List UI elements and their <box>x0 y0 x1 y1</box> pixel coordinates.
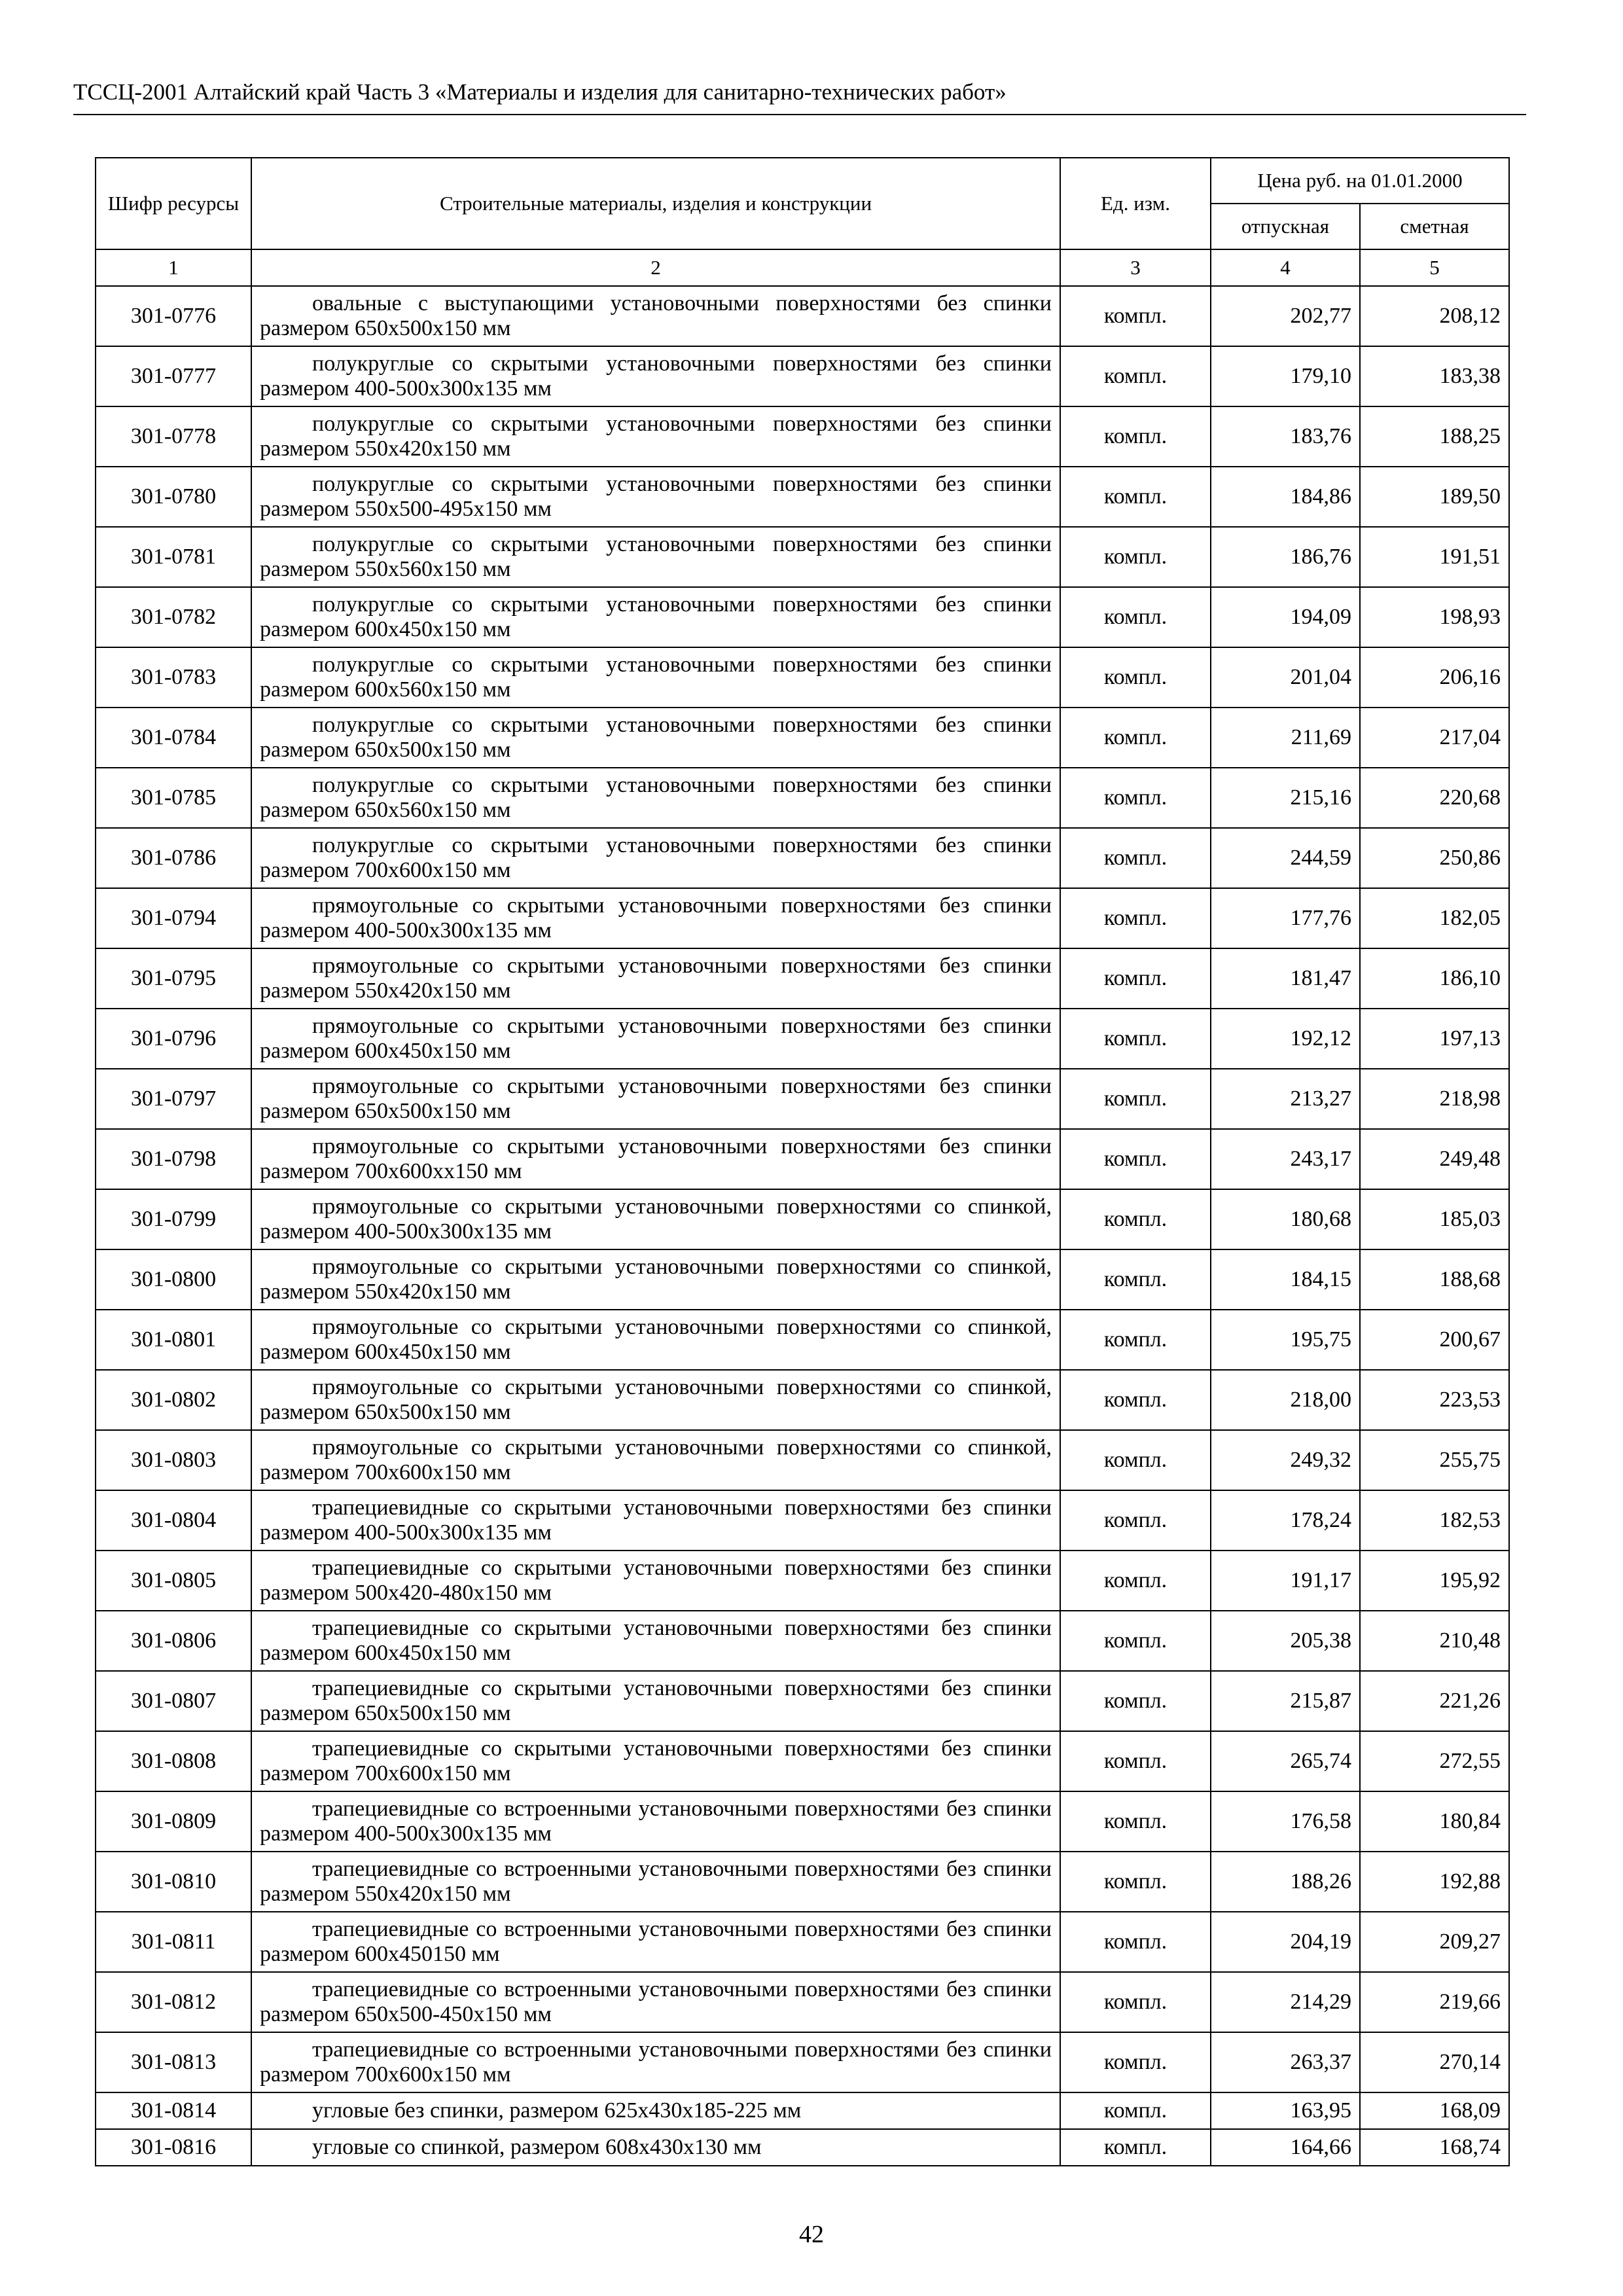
table-body <box>96 249 1509 2166</box>
estimate-price-cell: 183,38 <box>1360 346 1509 406</box>
estimate-price-cell: 191,51 <box>1360 527 1509 587</box>
material-name-cell: угловые со спинкой, размером 608х430х130 мм <box>251 2129 1060 2166</box>
estimate-price-cell: 168,09 <box>1360 2092 1509 2129</box>
release-price-cell: 163,95 <box>1211 2092 1360 2129</box>
resource-code-cell: 301-0785 <box>96 768 251 828</box>
release-price-cell: 184,86 <box>1211 467 1360 527</box>
release-price-cell: 202,77 <box>1211 286 1360 346</box>
release-price-cell: 263,37 <box>1211 2032 1360 2092</box>
material-name-cell: прямоугольные со скрытыми установочными поверхностями со спинкой, размером 550х420х150 мм <box>251 1249 1060 1310</box>
estimate-price-cell: 188,68 <box>1360 1249 1509 1310</box>
material-name-cell: прямоугольные со скрытыми установочными поверхностями без спинки размером 650х500х150 мм <box>251 1069 1060 1129</box>
resource-code-cell: 301-0813 <box>96 2032 251 2092</box>
release-price-cell: 218,00 <box>1211 1370 1360 1430</box>
table-row <box>96 708 1509 768</box>
estimate-price-cell: 209,27 <box>1360 1912 1509 1972</box>
material-name-cell: прямоугольные со скрытыми установочными поверхностями со спинкой, размером 600х450х150 мм <box>251 1310 1060 1370</box>
column-number: 2 <box>251 249 1060 286</box>
table-row <box>96 406 1509 467</box>
table-row <box>96 1310 1509 1370</box>
material-name-cell: трапециевидные со скрытыми установочными поверхностями без спинки размером 600х450х150 мм <box>251 1611 1060 1671</box>
material-name-cell: прямоугольные со скрытыми установочными поверхностями со спинкой, размером 400-500х300х135 мм <box>251 1189 1060 1249</box>
table-row <box>96 1611 1509 1671</box>
material-name-cell: полукруглые со скрытыми установочными поверхностями без спинки размером 550х420х150 мм <box>251 406 1060 467</box>
resource-code-cell: 301-0816 <box>96 2129 251 2166</box>
material-name-cell: трапециевидные со скрытыми установочными поверхностями без спинки размером 700х600х150 мм <box>251 1731 1060 1791</box>
table-row <box>96 1912 1509 1972</box>
page-number: 42 <box>799 2221 824 2248</box>
table-row <box>96 346 1509 406</box>
table-row <box>96 1129 1509 1189</box>
material-name-cell: трапециевидные со встроенными установочными поверхностями без спинки размером 550х420х150 мм <box>251 1852 1060 1912</box>
table-row <box>96 768 1509 828</box>
unit-cell: компл. <box>1060 1912 1211 1972</box>
material-name-cell: прямоугольные со скрытыми установочными поверхностями без спинки размером 550х420х150 мм <box>251 948 1060 1009</box>
estimate-price-cell: 218,98 <box>1360 1069 1509 1129</box>
table-row <box>96 1189 1509 1249</box>
release-price-cell: 204,19 <box>1211 1912 1360 1972</box>
estimate-price-cell: 180,84 <box>1360 1791 1509 1852</box>
resource-code-cell: 301-0803 <box>96 1430 251 1490</box>
resource-code-cell: 301-0794 <box>96 888 251 948</box>
material-name-cell: полукруглые со скрытыми установочными поверхностями без спинки размером 600х560х150 мм <box>251 647 1060 708</box>
resource-code-cell: 301-0777 <box>96 346 251 406</box>
resource-code-cell: 301-0809 <box>96 1791 251 1852</box>
header-code: Шифр ресурсы <box>96 158 251 249</box>
release-price-cell: 180,68 <box>1211 1189 1360 1249</box>
material-name-cell: полукруглые со скрытыми установочными поверхностями без спинки размером 550х500-495х150 мм <box>251 467 1060 527</box>
table-row <box>96 1551 1509 1611</box>
unit-cell: компл. <box>1060 1972 1211 2032</box>
resource-code-cell: 301-0804 <box>96 1490 251 1551</box>
release-price-cell: 243,17 <box>1211 1129 1360 1189</box>
release-price-cell: 265,74 <box>1211 1731 1360 1791</box>
unit-cell: компл. <box>1060 467 1211 527</box>
unit-cell: компл. <box>1060 2092 1211 2129</box>
column-number: 1 <box>96 249 251 286</box>
release-price-cell: 186,76 <box>1211 527 1360 587</box>
table-row <box>96 2129 1509 2166</box>
estimate-price-cell: 168,74 <box>1360 2129 1509 2166</box>
unit-cell: компл. <box>1060 286 1211 346</box>
resource-code-cell: 301-0799 <box>96 1189 251 1249</box>
resource-code-cell: 301-0800 <box>96 1249 251 1310</box>
column-number: 3 <box>1060 249 1211 286</box>
release-price-cell: 244,59 <box>1211 828 1360 888</box>
estimate-price-cell: 270,14 <box>1360 2032 1509 2092</box>
material-name-cell: трапециевидные со скрытыми установочными поверхностями без спинки размером 400-500х300х135 мм <box>251 1490 1060 1551</box>
table-row <box>96 1852 1509 1912</box>
unit-cell: компл. <box>1060 1611 1211 1671</box>
estimate-price-cell: 195,92 <box>1360 1551 1509 1611</box>
column-number: 5 <box>1360 249 1509 286</box>
resource-code-cell: 301-0795 <box>96 948 251 1009</box>
resource-code-cell: 301-0786 <box>96 828 251 888</box>
table-row <box>96 888 1509 948</box>
material-name-cell: полукруглые со скрытыми установочными поверхностями без спинки размером 550х560х150 мм <box>251 527 1060 587</box>
estimate-price-cell: 188,25 <box>1360 406 1509 467</box>
unit-cell: компл. <box>1060 1731 1211 1791</box>
release-price-cell: 192,12 <box>1211 1009 1360 1069</box>
resource-code-cell: 301-0798 <box>96 1129 251 1189</box>
estimate-price-cell: 189,50 <box>1360 467 1509 527</box>
table-row <box>96 1490 1509 1551</box>
material-name-cell: трапециевидные со встроенными установочными поверхностями без спинки размером 650х500-450х150 мм <box>251 1972 1060 2032</box>
release-price-cell: 214,29 <box>1211 1972 1360 2032</box>
unit-cell: компл. <box>1060 1370 1211 1430</box>
unit-cell: компл. <box>1060 1852 1211 1912</box>
unit-cell: компл. <box>1060 1430 1211 1490</box>
resource-code-cell: 301-0778 <box>96 406 251 467</box>
unit-cell: компл. <box>1060 708 1211 768</box>
material-name-cell: овальные с выступающими установочными поверхностями без спинки размером 650х500х150 мм <box>251 286 1060 346</box>
release-price-cell: 215,16 <box>1211 768 1360 828</box>
estimate-price-cell: 220,68 <box>1360 768 1509 828</box>
estimate-price-cell: 249,48 <box>1360 1129 1509 1189</box>
unit-cell: компл. <box>1060 948 1211 1009</box>
unit-cell: компл. <box>1060 346 1211 406</box>
material-name-cell: полукруглые со скрытыми установочными поверхностями без спинки размером 600х450х150 мм <box>251 587 1060 647</box>
release-price-cell: 205,38 <box>1211 1611 1360 1671</box>
material-name-cell: полукруглые со скрытыми установочными поверхностями без спинки размером 400-500х300х135 мм <box>251 346 1060 406</box>
release-price-cell: 195,75 <box>1211 1310 1360 1370</box>
unit-cell: компл. <box>1060 1129 1211 1189</box>
resource-code-cell: 301-0784 <box>96 708 251 768</box>
table-row <box>96 286 1509 346</box>
release-price-cell: 249,32 <box>1211 1430 1360 1490</box>
resource-code-cell: 301-0780 <box>96 467 251 527</box>
release-price-cell: 177,76 <box>1211 888 1360 948</box>
estimate-price-cell: 192,88 <box>1360 1852 1509 1912</box>
resource-code-cell: 301-0807 <box>96 1671 251 1731</box>
release-price-cell: 176,58 <box>1211 1791 1360 1852</box>
material-name-cell: полукруглые со скрытыми установочными поверхностями без спинки размером 650х560х150 мм <box>251 768 1060 828</box>
column-number: 4 <box>1211 249 1360 286</box>
release-price-cell: 179,10 <box>1211 346 1360 406</box>
material-name-cell: трапециевидные со скрытыми установочными поверхностями без спинки размером 650х500х150 мм <box>251 1671 1060 1731</box>
resource-code-cell: 301-0776 <box>96 286 251 346</box>
estimate-price-cell: 272,55 <box>1360 1731 1509 1791</box>
estimate-price-cell: 198,93 <box>1360 587 1509 647</box>
release-price-cell: 191,17 <box>1211 1551 1360 1611</box>
material-name-cell: прямоугольные со скрытыми установочными поверхностями без спинки размером 600х450х150 мм <box>251 1009 1060 1069</box>
estimate-price-cell: 206,16 <box>1360 647 1509 708</box>
estimate-price-cell: 182,05 <box>1360 888 1509 948</box>
table-row <box>96 587 1509 647</box>
table-row <box>96 2032 1509 2092</box>
release-price-cell: 184,15 <box>1211 1249 1360 1310</box>
table-row <box>96 1430 1509 1490</box>
header-name: Строительные материалы, изделия и конструкции <box>251 158 1060 249</box>
resource-code-cell: 301-0783 <box>96 647 251 708</box>
table-row <box>96 1069 1509 1129</box>
price-table <box>95 157 1510 2166</box>
estimate-price-cell: 208,12 <box>1360 286 1509 346</box>
material-name-cell: угловые без спинки, размером 625х430х185-225 мм <box>251 2092 1060 2129</box>
release-price-cell: 194,09 <box>1211 587 1360 647</box>
resource-code-cell: 301-0805 <box>96 1551 251 1611</box>
resource-code-cell: 301-0782 <box>96 587 251 647</box>
estimate-price-cell: 255,75 <box>1360 1430 1509 1490</box>
unit-cell: компл. <box>1060 406 1211 467</box>
unit-cell: компл. <box>1060 587 1211 647</box>
estimate-price-cell: 223,53 <box>1360 1370 1509 1430</box>
unit-cell: компл. <box>1060 888 1211 948</box>
table-row <box>96 1972 1509 2032</box>
release-price-cell: 183,76 <box>1211 406 1360 467</box>
unit-cell: компл. <box>1060 1671 1211 1731</box>
release-price-cell: 201,04 <box>1211 647 1360 708</box>
resource-code-cell: 301-0781 <box>96 527 251 587</box>
unit-cell: компл. <box>1060 1009 1211 1069</box>
resource-code-cell: 301-0811 <box>96 1912 251 1972</box>
page-header: ТССЦ-2001 Алтайский край Часть 3 «Материалы и изделия для санитарно-технических работ» <box>73 77 1526 115</box>
unit-cell: компл. <box>1060 1791 1211 1852</box>
table-header <box>96 158 1509 249</box>
release-price-cell: 164,66 <box>1211 2129 1360 2166</box>
release-price-cell: 213,27 <box>1211 1069 1360 1129</box>
resource-code-cell: 301-0802 <box>96 1370 251 1430</box>
material-name-cell: прямоугольные со скрытыми установочными поверхностями без спинки размером 700х600хх150 мм <box>251 1129 1060 1189</box>
unit-cell: компл. <box>1060 1069 1211 1129</box>
unit-cell: компл. <box>1060 1490 1211 1551</box>
material-name-cell: прямоугольные со скрытыми установочными поверхностями со спинкой, размером 700х600х150 мм <box>251 1430 1060 1490</box>
table-row <box>96 467 1509 527</box>
release-price-cell: 178,24 <box>1211 1490 1360 1551</box>
material-name-cell: трапециевидные со скрытыми установочными поверхностями без спинки размером 500х420-480х150 мм <box>251 1551 1060 1611</box>
header-price-group: Цена руб. на 01.01.2000 <box>1211 158 1509 204</box>
header-estimate-price: сметная <box>1360 204 1509 249</box>
release-price-cell: 211,69 <box>1211 708 1360 768</box>
material-name-cell: прямоугольные со скрытыми установочными поверхностями без спинки размером 400-500х300х135 мм <box>251 888 1060 948</box>
resource-code-cell: 301-0796 <box>96 1009 251 1069</box>
estimate-price-cell: 217,04 <box>1360 708 1509 768</box>
header-release-price: отпускная <box>1211 204 1360 249</box>
unit-cell: компл. <box>1060 1551 1211 1611</box>
table-row <box>96 2092 1509 2129</box>
estimate-price-cell: 221,26 <box>1360 1671 1509 1731</box>
unit-cell: компл. <box>1060 1189 1211 1249</box>
unit-cell: компл. <box>1060 647 1211 708</box>
table-row <box>96 1249 1509 1310</box>
resource-code-cell: 301-0801 <box>96 1310 251 1370</box>
release-price-cell: 188,26 <box>1211 1852 1360 1912</box>
material-name-cell: полукруглые со скрытыми установочными поверхностями без спинки размером 700х600х150 мм <box>251 828 1060 888</box>
material-name-cell: полукруглые со скрытыми установочными поверхностями без спинки размером 650х500х150 мм <box>251 708 1060 768</box>
estimate-price-cell: 182,53 <box>1360 1490 1509 1551</box>
unit-cell: компл. <box>1060 2032 1211 2092</box>
material-name-cell: прямоугольные со скрытыми установочными поверхностями со спинкой, размером 650х500х150 мм <box>251 1370 1060 1430</box>
estimate-price-cell: 185,03 <box>1360 1189 1509 1249</box>
estimate-price-cell: 210,48 <box>1360 1611 1509 1671</box>
table-row <box>96 647 1509 708</box>
resource-code-cell: 301-0810 <box>96 1852 251 1912</box>
table-row <box>96 828 1509 888</box>
unit-cell: компл. <box>1060 2129 1211 2166</box>
release-price-cell: 215,87 <box>1211 1671 1360 1731</box>
unit-cell: компл. <box>1060 1249 1211 1310</box>
resource-code-cell: 301-0808 <box>96 1731 251 1791</box>
estimate-price-cell: 250,86 <box>1360 828 1509 888</box>
resource-code-cell: 301-0814 <box>96 2092 251 2129</box>
table-row <box>96 1791 1509 1852</box>
header-unit: Ед. изм. <box>1060 158 1211 249</box>
unit-cell: компл. <box>1060 1310 1211 1370</box>
estimate-price-cell: 197,13 <box>1360 1009 1509 1069</box>
resource-code-cell: 301-0812 <box>96 1972 251 2032</box>
table-row <box>96 1731 1509 1791</box>
material-name-cell: трапециевидные со встроенными установочными поверхностями без спинки размером 600х450150 мм <box>251 1912 1060 1972</box>
material-name-cell: трапециевидные со встроенными установочными поверхностями без спинки размером 400-500х300х135 мм <box>251 1791 1060 1852</box>
estimate-price-cell: 200,67 <box>1360 1310 1509 1370</box>
resource-code-cell: 301-0797 <box>96 1069 251 1129</box>
unit-cell: компл. <box>1060 828 1211 888</box>
table-row <box>96 1370 1509 1430</box>
estimate-price-cell: 186,10 <box>1360 948 1509 1009</box>
table-row <box>96 527 1509 587</box>
column-number-row <box>96 249 1509 286</box>
unit-cell: компл. <box>1060 768 1211 828</box>
table-row <box>96 1671 1509 1731</box>
resource-code-cell: 301-0806 <box>96 1611 251 1671</box>
material-name-cell: трапециевидные со встроенными установочными поверхностями без спинки размером 700х600х150 мм <box>251 2032 1060 2092</box>
table-row <box>96 1009 1509 1069</box>
unit-cell: компл. <box>1060 527 1211 587</box>
estimate-price-cell: 219,66 <box>1360 1972 1509 2032</box>
table-row <box>96 948 1509 1009</box>
release-price-cell: 181,47 <box>1211 948 1360 1009</box>
